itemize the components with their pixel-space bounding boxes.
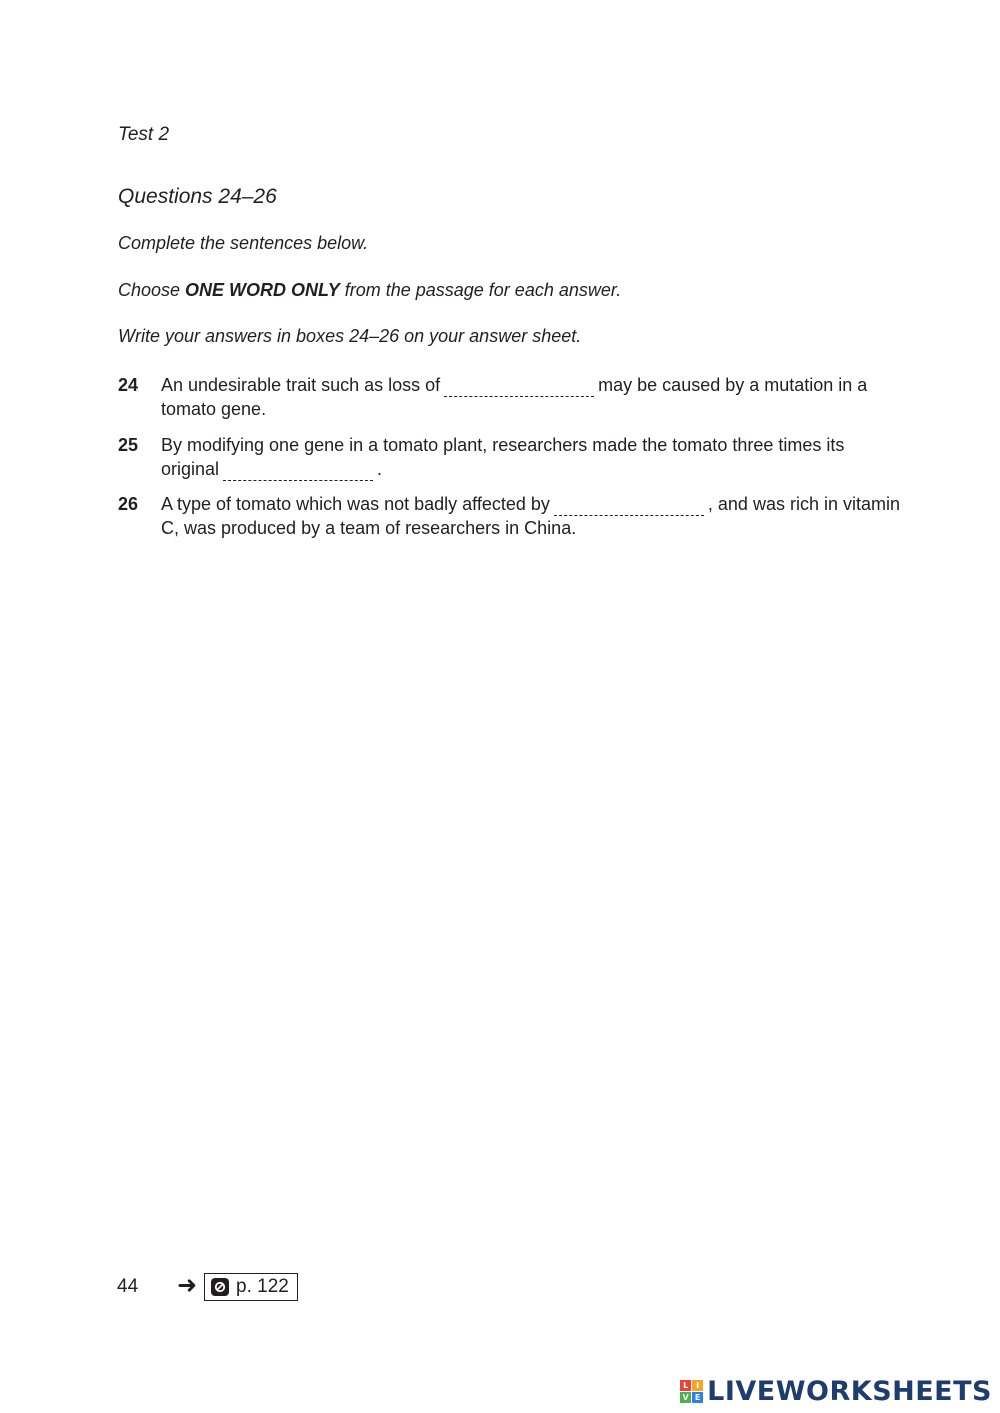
instruction-choose-suffix: from the passage for each answer.: [339, 280, 622, 300]
question-text: [161, 433, 901, 481]
brand-mark-icon: [680, 1380, 703, 1403]
question-text-before: By modifying one gene in a tomato plant, researchers made the tomato three times its original: [161, 435, 845, 479]
instruction-choose: [118, 280, 621, 301]
question-text-after: .: [377, 459, 383, 479]
page-number: 44: [117, 1276, 139, 1297]
question-number: 26: [118, 494, 139, 514]
answer-26-input[interactable]: [554, 497, 704, 516]
question-text: [161, 492, 901, 540]
answer-key-icon: [211, 1278, 229, 1296]
instruction-choose-prefix: Choose: [118, 280, 186, 300]
question-number: 24: [118, 375, 139, 395]
brand-mark-letter: I: [692, 1380, 703, 1391]
test-label: Test 2: [118, 124, 170, 145]
answer-24-input[interactable]: [444, 378, 594, 397]
question-text: [161, 373, 901, 421]
question-text-after: , and was rich in vitamin C, was produced by a team of researchers in China.: [161, 494, 900, 538]
brand-mark-letter: L: [680, 1380, 691, 1391]
instruction-write: Write your answers in boxes 24–26 on your answer sheet.: [118, 326, 582, 346]
brand-mark-letter: E: [692, 1392, 703, 1403]
instruction-choose-bold: ONE WORD ONLY: [185, 280, 340, 300]
question-text-before: An undesirable trait such as loss of: [161, 375, 441, 395]
liveworksheets-logo: [680, 1376, 992, 1407]
brand-mark-letter: V: [680, 1392, 691, 1403]
question-number: 25: [118, 435, 139, 455]
answer-reference[interactable]: [204, 1273, 298, 1301]
brand-text: LIVEWORKSHEETS: [707, 1376, 992, 1407]
question-text-before: A type of tomato which was not badly affected by: [161, 494, 550, 514]
reference-label: p. 122: [236, 1276, 289, 1297]
question-text-after: may be caused by a mutation in a tomato gene.: [161, 375, 868, 419]
arrow-right-icon: ➜: [177, 1272, 198, 1299]
section-title: Questions 24–26: [118, 185, 277, 208]
answer-25-input[interactable]: [223, 462, 373, 481]
instruction-complete: Complete the sentences below.: [118, 233, 369, 253]
